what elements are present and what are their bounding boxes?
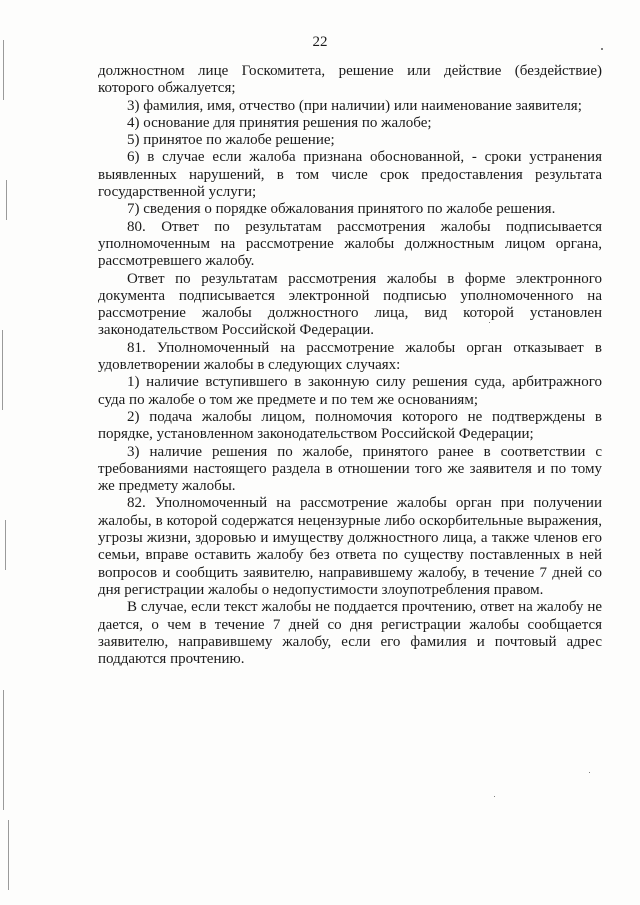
paragraph: 1) наличие вступившего в законную силу решения суда, арбитражного суда по жалобе о том же предмете и по тем же основаниям; [98, 374, 602, 408]
paragraph: В случае, если текст жалобы не поддается прочтению, ответ на жалобу не дается, о чем в течение 7 дней со дня регистрации жалобы сообщается заявителю, направившему жалобу, если его фамилия и почтовый адрес поддаются прочтению. [98, 599, 602, 668]
paragraph: 3) наличие решения по жалобе, принятого ранее в соответствии с требованиями настоящего раздела в отношении того же заявителя и по тому же предмету жалобы. [98, 443, 602, 495]
scan-edge-artifact [0, 0, 16, 905]
paragraph: должностном лице Госкомитета, решение или действие (бездействие) которого обжалуется; [98, 63, 602, 97]
paragraph: 4) основание для принятия решения по жалобе; [127, 114, 432, 131]
paragraph: 82. Уполномоченный на рассмотрение жалобы орган при получении жалобы, в которой содержатся нецензурные либо оскорбительные выражения, угрозы жизни, здоровью и имуществу должностного лица, а также членов его семьи, вправе оставить жалобу без ответа по существу поставленных в ней вопросов и сообщить заявителю, направившему жалобу, в течение 7 дней со дня регистрации жалобы о недопустимости злоупотребления правом. [98, 495, 602, 598]
paragraph: 2) подача жалобы лицом, полномочия которого не подтверждены в порядке, установленном законодательством Российской Федерации; [98, 408, 602, 443]
scan-speck [589, 772, 590, 773]
paragraph: 7) сведения о порядке обжалования принятого по жалобе решения. [127, 201, 556, 218]
paragraph: 5) принятое по жалобе решение; [127, 132, 335, 149]
paragraph: 6) в случае если жалоба признана обоснованной, - сроки устранения выявленных нарушений, в том числе срок предоставления результата государственной услуги; [98, 149, 602, 201]
paragraph: 3) фамилия, имя, отчество (при наличии) или наименование заявителя; [127, 97, 582, 114]
page-number: 22 [312, 34, 328, 50]
paragraph: 81. Уполномоченный на рассмотрение жалобы орган отказывает в удовлетворении жалобы в следующих случаях: [98, 339, 602, 374]
document-body [98, 63, 602, 668]
paragraph: Ответ по результатам рассмотрения жалобы в форме электронного документа подписывается электронной подписью уполномоченного на рассмотрение жалобы должностного лица, вид которой установлен законодательством Российской Федерации. [98, 270, 602, 339]
scan-speck [494, 796, 495, 797]
paragraph: 80. Ответ по результатам рассмотрения жалобы подписывается уполномоченным на рассмотрение жалобы должностным лицом органа, рассмотревшего жалобу. [98, 218, 602, 270]
